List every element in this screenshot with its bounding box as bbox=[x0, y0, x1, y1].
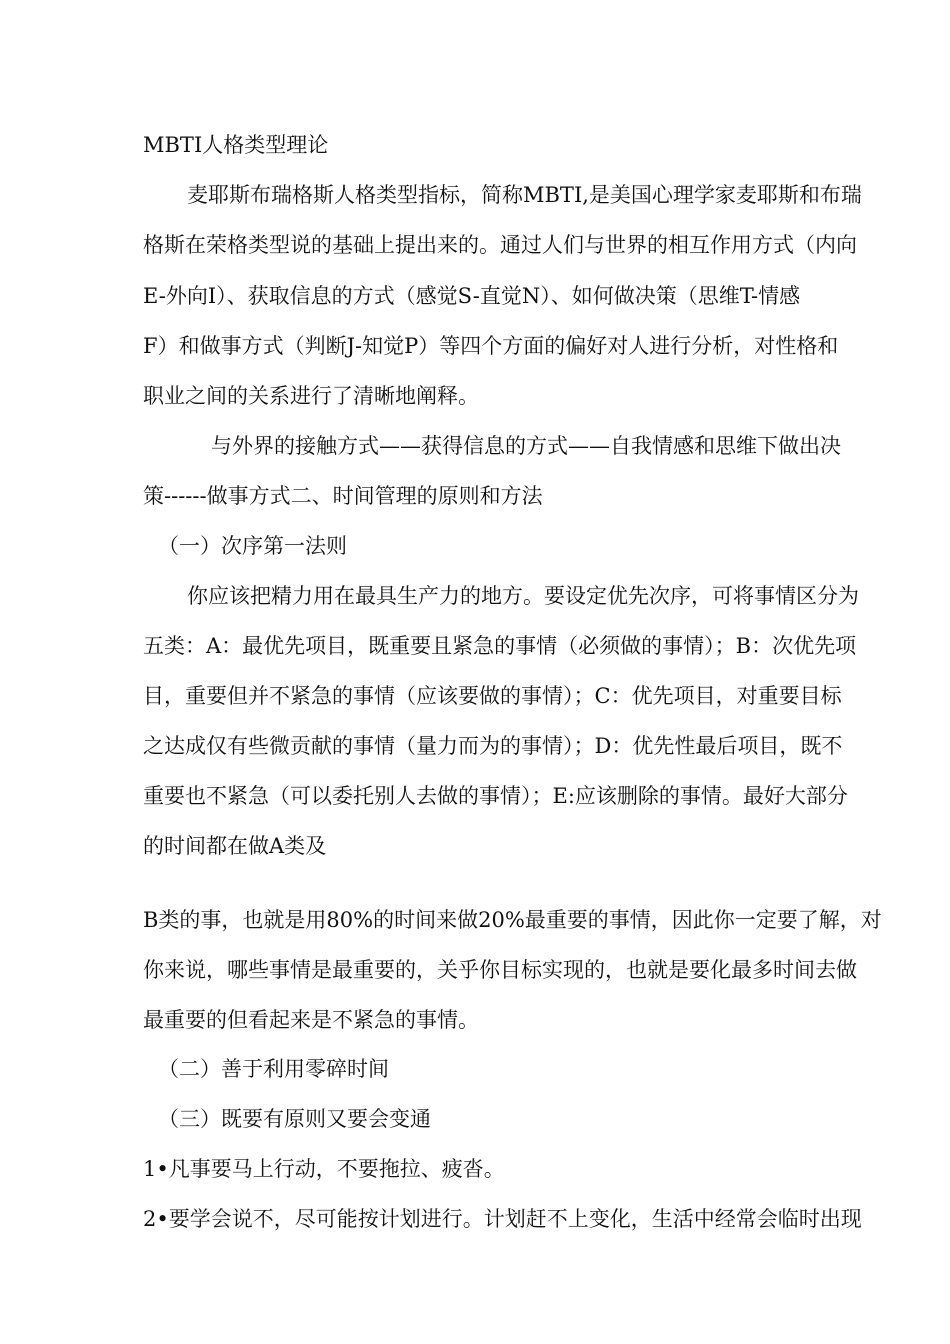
paragraph-line: 与外界的接触方式——获得信息的方式——自我情感和思维下做出决 bbox=[211, 434, 841, 458]
paragraph-line: 职业之间的关系进行了清晰地阐释。 bbox=[143, 384, 479, 408]
paragraph-line: 之达成仅有些微贡献的事情（量力而为的事情）；D：优先性最后项目，既不 bbox=[143, 734, 843, 758]
paragraph-line: 麦耶斯布瑞格斯人格类型指标，简称MBTI,是美国心理学家麦耶斯和布瑞 bbox=[187, 183, 862, 207]
paragraph-line: 重要也不紧急（可以委托别人去做的事情）；E:应该删除的事情。最好大部分 bbox=[143, 784, 848, 808]
paragraph-line: 格斯在荣格类型说的基础上提出来的。通过人们与世界的相互作用方式（内向 bbox=[143, 233, 857, 257]
section-heading: （三）既要有原则又要会变通 bbox=[158, 1107, 431, 1131]
paragraph-line: 你来说，哪些事情是最重要的，关乎你目标实现的，也就是要化最多时间去做 bbox=[143, 958, 857, 982]
paragraph-line: 的时间都在做A类及 bbox=[143, 834, 327, 858]
section-heading: （二）善于利用零碎时间 bbox=[158, 1057, 389, 1081]
section-heading: （一）次序第一法则 bbox=[158, 534, 347, 558]
paragraph-line: F）和做事方式（判断J-知觉P）等四个方面的偏好对人进行分析，对性格和 bbox=[143, 334, 839, 358]
paragraph-line: 最重要的但看起来是不紧急的事情。 bbox=[143, 1008, 479, 1032]
paragraph-line: 你应该把精力用在最具生产力的地方。要设定优先次序，可将事情区分为 bbox=[187, 584, 859, 608]
paragraph-line: 目，重要但并不紧急的事情（应该要做的事情）；C：优先项目，对重要目标 bbox=[143, 684, 842, 708]
paragraph-line: 策------做事方式二、时间管理的原则和方法 bbox=[143, 484, 543, 508]
paragraph-line: B类的事，也就是用80%的时间来做20%最重要的事情，因此你一定要了解，对 bbox=[143, 908, 882, 932]
document-title: MBTI人格类型理论 bbox=[143, 133, 329, 157]
list-item: 2•要学会说不，尽可能按计划进行。计划赶不上变化，生活中经常会临时出现 bbox=[143, 1207, 862, 1231]
paragraph-line: E-外向I）、获取信息的方式（感觉S-直觉N）、如何做决策（思维T-情感 bbox=[143, 284, 801, 308]
paragraph-line: 五类：A：最优先项目，既重要且紧急的事情（必须做的事情）；B：次优先项 bbox=[143, 634, 857, 658]
list-item: 1•凡事要马上行动，不要拖拉、疲沓。 bbox=[143, 1157, 505, 1181]
